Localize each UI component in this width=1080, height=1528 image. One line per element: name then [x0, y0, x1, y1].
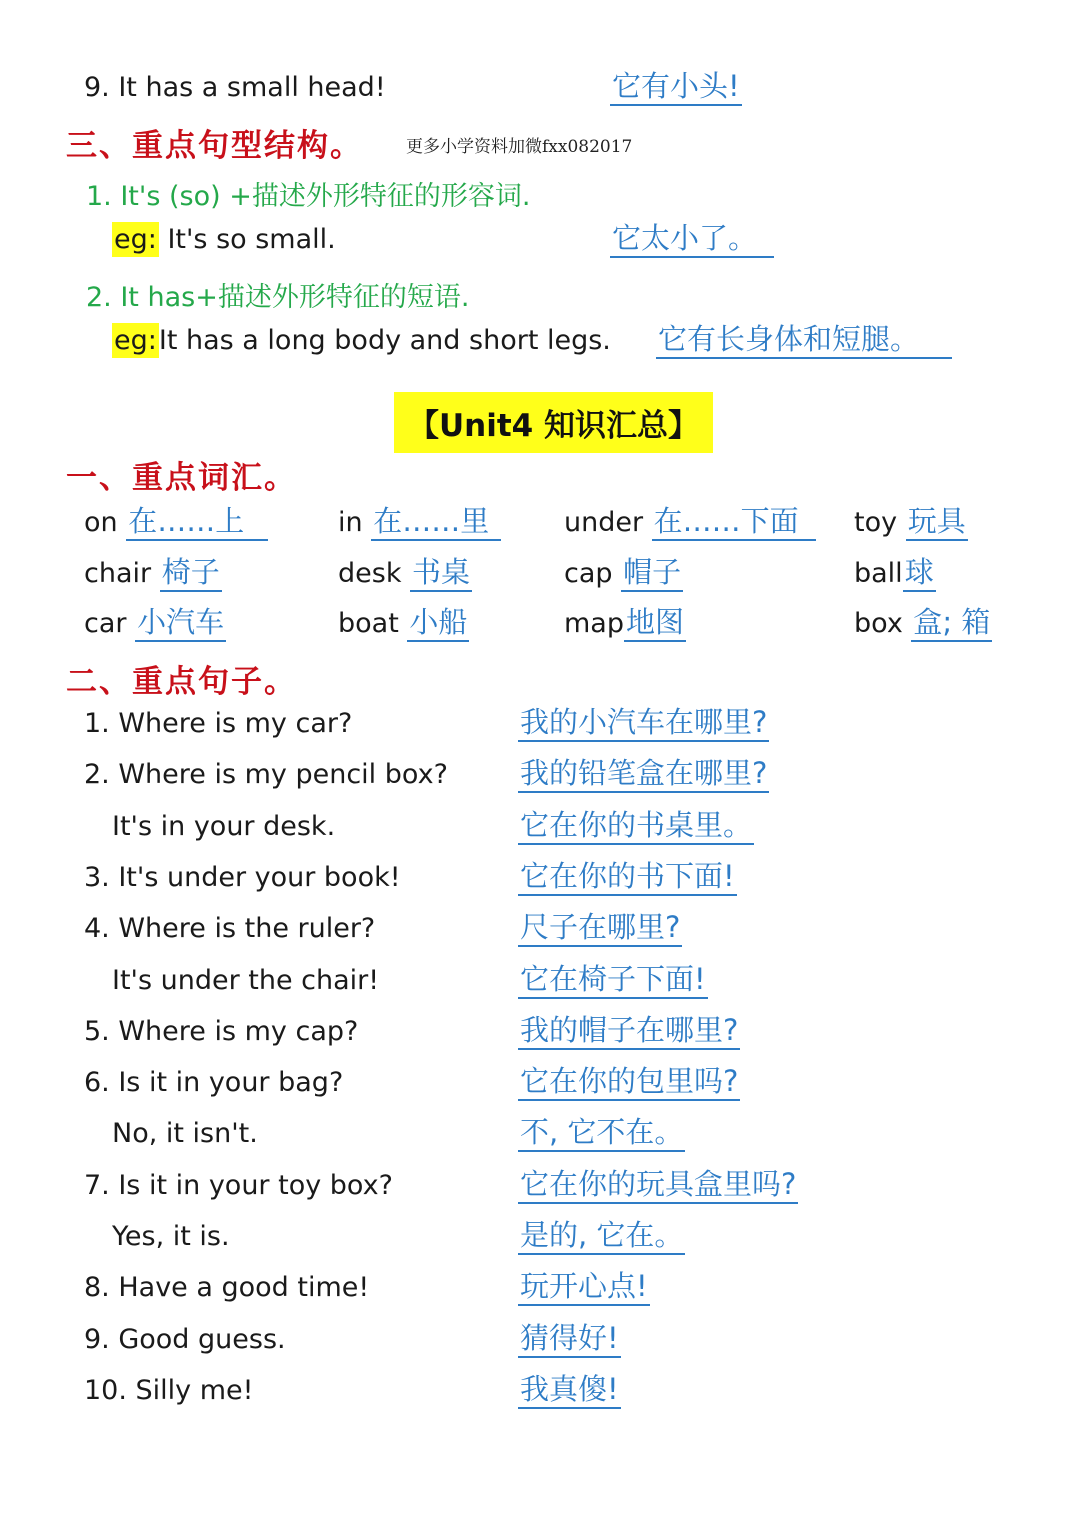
vocab-chinese: 椅子 [160, 555, 222, 592]
vocab-english: in [338, 507, 363, 538]
vocab-english: box [854, 608, 903, 639]
sentence-chinese: 是的, 它在。 [518, 1219, 685, 1255]
sentence-chinese: 猜得好! [518, 1322, 621, 1358]
vocab-chinese: 在……上 [126, 505, 268, 541]
example-1-english: It's so small. [158, 224, 336, 255]
vocab-item [338, 556, 472, 589]
sentence-9-chinese: 它有小头! [610, 70, 742, 106]
vocab-english: on [84, 507, 118, 538]
example-2-chinese: 它有长身体和短腿。 [656, 323, 952, 359]
sentence-chinese: 我的铅笔盒在哪里? [518, 757, 769, 793]
vocab-item [338, 505, 501, 541]
example-label: eg: [114, 325, 157, 356]
vocab-english: map [564, 608, 624, 639]
sentence-chinese: 我的帽子在哪里? [518, 1014, 740, 1050]
sentence-chinese: 玩开心点! [518, 1270, 650, 1306]
sentence-english: It's under the chair! [112, 965, 380, 996]
sentence-english: 3. It's under your book! [84, 862, 401, 893]
vocab-item [564, 606, 686, 639]
vocab-english: toy [854, 507, 898, 538]
sentence-chinese: 它在你的玩具盒里吗? [518, 1168, 798, 1204]
vocab-english: boat [338, 608, 399, 639]
vocab-chinese: 盒; 箱 [911, 605, 992, 642]
example-2-line [112, 325, 611, 356]
vocab-item [84, 606, 226, 639]
sentence-chinese: 我的小汽车在哪里? [518, 706, 769, 742]
example-label: eg: [114, 224, 157, 255]
sentence-english: 9. Good guess. [84, 1324, 286, 1355]
example-1-line [112, 224, 336, 255]
vocab-chinese: 小汽车 [135, 605, 226, 642]
pattern-2: 2. It has+描述外形特征的短语. [86, 282, 470, 313]
vocab-english: desk [338, 558, 402, 589]
vocab-item [564, 556, 683, 589]
sentence-english: No, it isn't. [112, 1118, 258, 1149]
vocab-chinese: 在……里 [371, 505, 501, 541]
vocab-item [338, 606, 469, 639]
vocab-item [854, 505, 968, 538]
vocab-chinese: 小船 [407, 605, 469, 642]
section-heading-vocabulary: 一、重点词汇。 [66, 460, 297, 496]
vocab-english: chair [84, 558, 152, 589]
sentence-chinese: 不, 它不在。 [518, 1116, 685, 1152]
section-heading-sentence-patterns: 三、重点句型结构。 [66, 128, 363, 164]
example-1-chinese: 它太小了。 [610, 222, 774, 258]
sentence-chinese: 它在你的书下面! [518, 860, 737, 896]
sentence-chinese: 它在你的包里吗? [518, 1065, 740, 1101]
sentence-english: It's in your desk. [112, 811, 336, 842]
vocab-english: ball [854, 558, 903, 589]
sentence-english: 4. Where is the ruler? [84, 913, 376, 944]
sentence-chinese: 尺子在哪里? [518, 911, 682, 947]
sentence-9-english: 9. It has a small head! [84, 72, 386, 103]
sentence-chinese: 它在椅子下面! [518, 963, 708, 999]
sentence-english: 2. Where is my pencil box? [84, 759, 448, 790]
sentence-english: Yes, it is. [112, 1221, 230, 1252]
vocab-english: under [564, 507, 644, 538]
sentence-chinese: 它在你的书桌里。 [518, 809, 754, 845]
vocab-chinese: 地图 [624, 605, 686, 642]
vocab-english: cap [564, 558, 613, 589]
contact-note: 更多小学资料加微fxx082017 [406, 137, 633, 157]
vocab-chinese: 玩具 [906, 504, 968, 541]
vocab-item [84, 505, 268, 541]
sentence-english: 5. Where is my cap? [84, 1016, 359, 1047]
pattern-1: 1. It's (so) +描述外形特征的形容词. [86, 181, 531, 212]
vocab-chinese: 帽子 [621, 555, 683, 592]
section-heading-key-sentences: 二、重点句子。 [66, 664, 297, 700]
vocab-item [84, 556, 222, 589]
vocab-english: car [84, 608, 127, 639]
sentence-english: 8. Have a good time! [84, 1272, 370, 1303]
vocab-chinese: 书桌 [410, 555, 472, 592]
sentence-english: 1. Where is my car? [84, 708, 353, 739]
vocab-item [854, 556, 936, 589]
vocab-item [564, 505, 816, 541]
sentence-english: 6. Is it in your bag? [84, 1067, 344, 1098]
vocab-chinese: 在……下面 [652, 505, 816, 541]
sentence-english: 10. Silly me! [84, 1375, 254, 1406]
sentence-english: 7. Is it in your toy box? [84, 1170, 393, 1201]
unit-title: 【Unit4 知识汇总】 [394, 392, 713, 453]
sentence-chinese: 我真傻! [518, 1373, 621, 1409]
vocab-chinese: 球 [903, 555, 936, 592]
vocab-item [854, 606, 992, 639]
example-2-english: It has a long body and short legs. [158, 325, 611, 356]
